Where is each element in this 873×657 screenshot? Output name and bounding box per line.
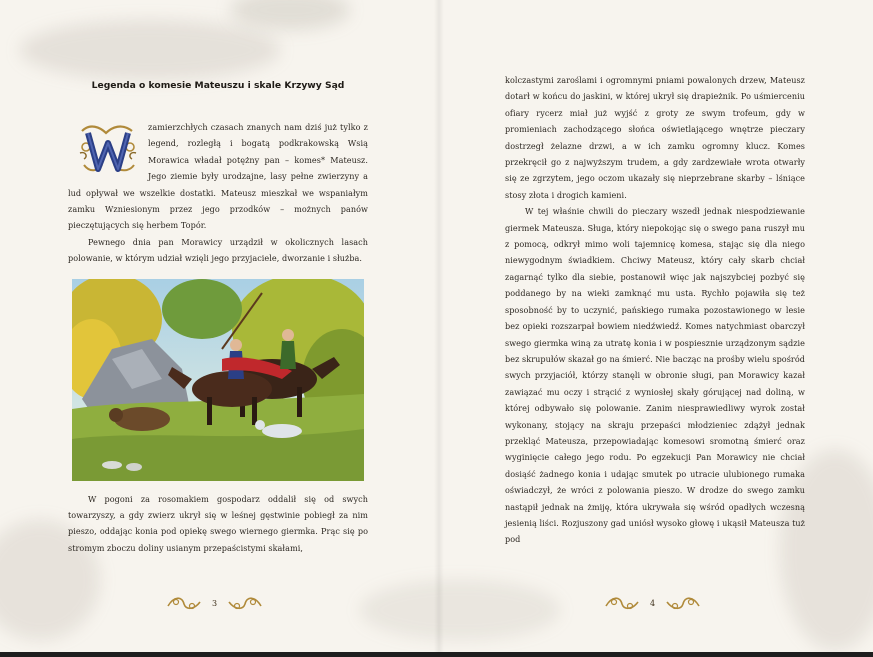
paper-stain [360,580,560,640]
right-page [505,72,805,548]
flourish-left-icon [166,594,202,612]
flourish-right-icon [665,594,701,612]
right-paragraph-2: W tej właśnie chwili do pieczary wszedł jednak niespodziewanie giermek Mateusza. Sługa, który niepokojąc się o swego pana ruszył mu z pomocą, odkrył mimo woli tajemnicę komesa, stając się dla niego niewygodnym świadkiem. Chciwy Mateusz, który cały skarb chciał zagarnąć tylko dla siebie, postanowił więc jak najszybciej pozbyć się poddanego by na wieki zamknąć mu usta. Rychło pojawiła się też sposobność by to uczynić, pańskiego rumaka pozostawionego w lesie bez opieki rozszarpał bowiem niedźwiedź. Komes natychmiast obarczył swego giermka winą za utratę konia i w pospiesznie urządzonym sądzie bez skrupułów skazał go na śmierć. Nie bacząc na prośby wielu spośród swych przyjaciół, którzy stanęli w obronie sługi, pan Morawicy kazał zawiązać mu oczy i strącić z wyniosłej skały górującej nad doliną, w której odbywało się polowanie. Zanim niesprawiedliwy wyrok został wykonany, stojący na skraju przepaści młodzieniec zdążył jednak przekląć Mateusza, przepowiadając komesowi sromotną śmierć oraz wyginięcie całego jego rodu. Po egzekucji Pan Morawicy nie chciał dosiąść żadnego konia i udając smutek po utracie ulubionego rumaka oświadczył, że wróci z polowania pieszo. W drodze do swego zamku nastąpił jednak na żmiję, która ukrywała się wśród opadłych wczesną jesienią liści. Rozjuszony gad uniósł wysoko głowę i ukąsił Mateusza tuż pod [505,206,805,545]
paper-stain [20,20,280,80]
hunting-scene-illustration [72,279,364,481]
story-title: Legenda o komesie Mateuszu i skale Krzywy Sąd [91,80,345,91]
right-page-number [604,594,701,612]
page-number-text: 3 [212,598,218,608]
flourish-right-icon [227,594,263,612]
left-paragraph-1 [68,119,368,234]
ornate-dropcap-w-icon [76,121,140,175]
right-paragraph-1: kolczastymi zaroślami i ogromnymi pniami powalonych drzew, Mateusz dotarł w końcu do jaskini, w której ukrył się drapieżnik. Po uśmierceniu ofiary rycerz miał już wyjść z groty ze swym trofeum, gdy w promieniach zachodzącego słońca oświetlającego wnętrze pieczary dostrzegł żelazne drzwi, a w ich zamku ogromny klucz. Komes przekręcił go z najwyższym trudem, a gdy zardzewiałe wrota otwarły się ze zgrzytem, jego oczom ukazały się nieprzebrane skarby – lśniące stosy złota i drogich kamieni. [505,75,805,200]
book-gutter [434,0,444,657]
paper-stain [230,0,350,30]
page-number-text: 4 [650,598,656,608]
left-paragraph-3: W pogoni za rosomakiem gospodarz oddalił się od swych towarzyszy, a gdy zwierz ukrył się w leśnej gęstwinie pobiegł za nim pieszo, oddając konia pod opiekę swego wiernego giermka. Prąc się po stromym zboczu doliny usianym przepaścistymi skałami, [68,493,368,553]
bottom-edge [0,652,873,657]
flourish-left-icon [604,594,640,612]
left-paragraph-2: Pewnego dnia pan Morawicy urządził w okolicznych lasach polowanie, w którym udział wzięli jego przyjaciele, dworzanie i służba. [68,236,368,264]
left-page-number [166,594,263,612]
left-paragraph-1-text: zamierzchłych czasach znanych nam dziś już tylko z legend, rozległą i bogatą podkrakowską Wsią Morawica władał potężny pan – komes* Mateusz. Jego ziemie były urodzajne, lasy pełne zwierzyny a lud opływał we wszelkie dostatki. Mateusz mieszkał we wspaniałym zamku Wzniesionym przez jego przodków – możnych panów pieczętujących się herbem Topór. [68,122,368,231]
left-page [68,72,368,556]
